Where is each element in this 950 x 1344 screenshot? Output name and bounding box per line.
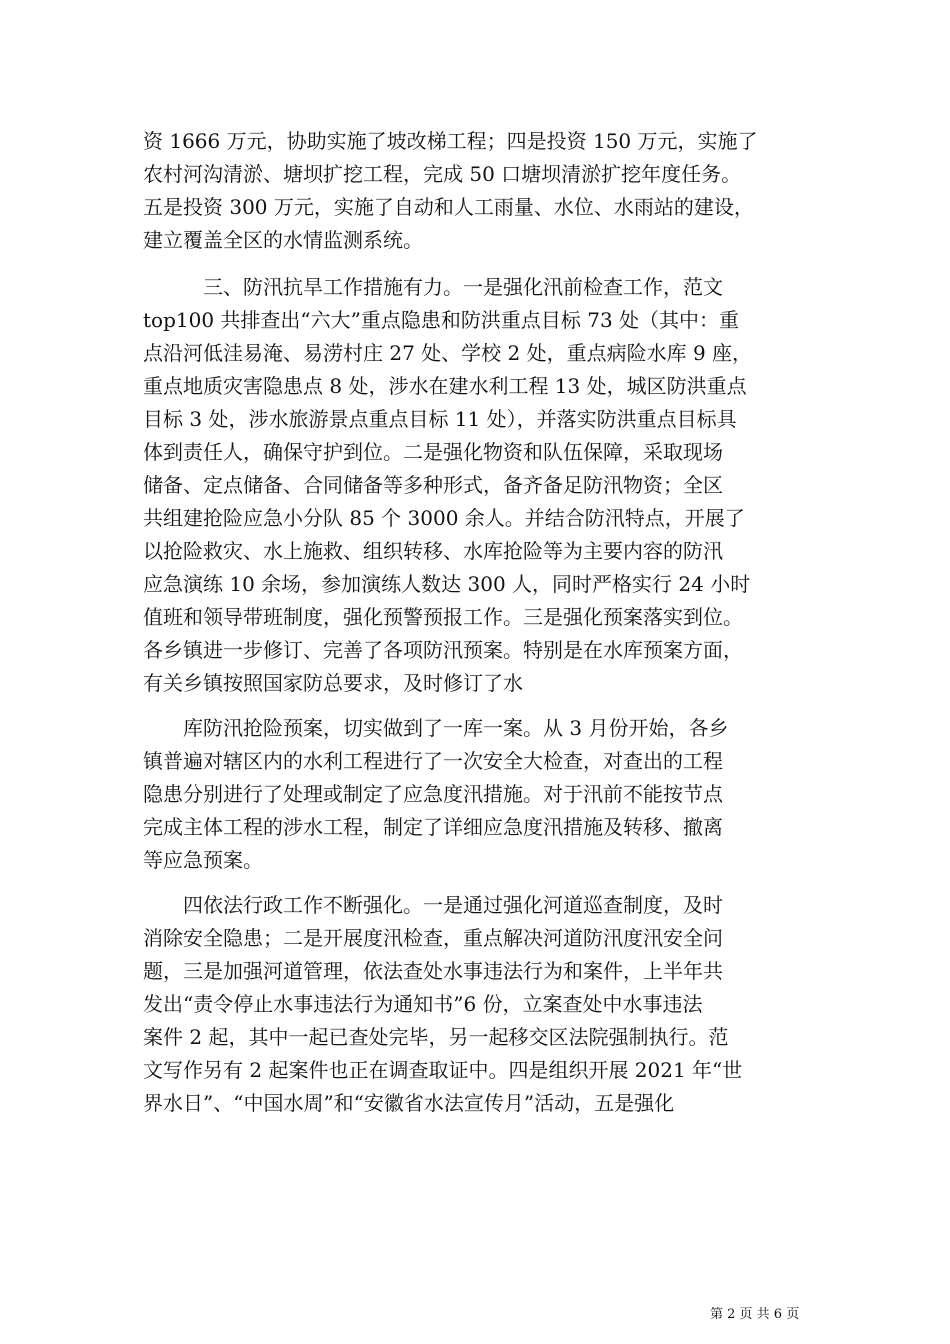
paragraph-line: 资 1666 万元，协助实施了坡改梯工程；四是投资 150 万元，实施了 [143, 129, 758, 153]
paragraph-line: 有关乡镇按照国家防总要求，及时修订了水 [143, 671, 523, 695]
paragraph-line: 文写作另有 2 起案件也正在调查取证中。四是组织开展 2021 年“世 [143, 1058, 743, 1082]
page-number-footer: 第 2 页 共 6 页 [710, 1307, 800, 1322]
paragraph-line: 以抢险救灾、水上施救、组织转移、水库抢险等为主要内容的防汛 [143, 539, 723, 563]
paragraph-line: 目标 3 处，涉水旅游景点重点目标 11 处），并落实防洪重点目标具 [143, 407, 737, 431]
paragraph-line: 题，三是加强河道管理，依法查处水事违法行为和案件，上半年共 [143, 959, 723, 983]
paragraph-line: 应急演练 10 余场，参加演练人数达 300 人，同时严格实行 24 小时 [143, 572, 751, 596]
paragraph-line: 储备、定点储备、合同储备等多种形式，备齐备足防汛物资；全区 [143, 473, 723, 497]
paragraph-line: 完成主体工程的涉水工程，制定了详细应急度汛措施及转移、撤离 [143, 815, 723, 839]
paragraph-line: 值班和领导带班制度，强化预警预报工作。三是强化预案落实到位。 [143, 605, 743, 629]
paragraph-line: 等应急预案。 [143, 848, 263, 872]
paragraph-line: 镇普遍对辖区内的水利工程进行了一次安全大检查，对查出的工程 [143, 749, 723, 773]
paragraph-line: 农村河沟清淤、塘坝扩挖工程，完成 50 口塘坝清淤扩挖年度任务。 [143, 162, 742, 186]
paragraph-line: top100 共排查出“六大”重点隐患和防洪重点目标 73 处（其中：重 [143, 308, 740, 332]
paragraph-line: 界水日”、“中国水周”和“安徽省水法宣传月”活动，五是强化 [143, 1091, 675, 1115]
paragraph-line: 点沿河低洼易淹、易涝村庄 27 处、学校 2 处，重点病险水库 9 座， [143, 341, 753, 365]
paragraph-line: 各乡镇进一步修订、完善了各项防汛预案。特别是在水库预案方面， [143, 638, 743, 662]
paragraph-line: 四依法行政工作不断强化。一是通过强化河道巡查制度，及时 [183, 893, 723, 917]
paragraph-line: 共组建抢险应急小分队 85 个 3000 余人。并结合防汛特点，开展了 [143, 506, 745, 530]
paragraph-line: 库防汛抢险预案，切实做到了一库一案。从 3 月份开始，各乡 [183, 716, 729, 740]
paragraph-line: 案件 2 起，其中一起已查处完毕，另一起移交区法院强制执行。范 [143, 1025, 729, 1049]
paragraph-line: 建立覆盖全区的水情监测系统。 [143, 228, 423, 252]
paragraph-line: 发出“责令停止水事违法行为通知书”6 份，立案查处中水事违法 [143, 992, 703, 1016]
paragraph-line: 三、防汛抗旱工作措施有力。一是强化汛前检查工作，范文 [203, 275, 723, 299]
paragraph-line: 隐患分别进行了处理或制定了应急度汛措施。对于汛前不能按节点 [143, 782, 723, 806]
paragraph-line: 体到责任人，确保守护到位。二是强化物资和队伍保障，采取现场 [143, 440, 723, 464]
paragraph-line: 重点地质灾害隐患点 8 处，涉水在建水利工程 13 处，城区防洪重点 [143, 374, 747, 398]
paragraph-line: 五是投资 300 万元，实施了自动和人工雨量、水位、水雨站的建设， [143, 195, 754, 219]
paragraph-line: 消除安全隐患；二是开展度汛检查，重点解决河道防汛度汛安全问 [143, 926, 723, 950]
